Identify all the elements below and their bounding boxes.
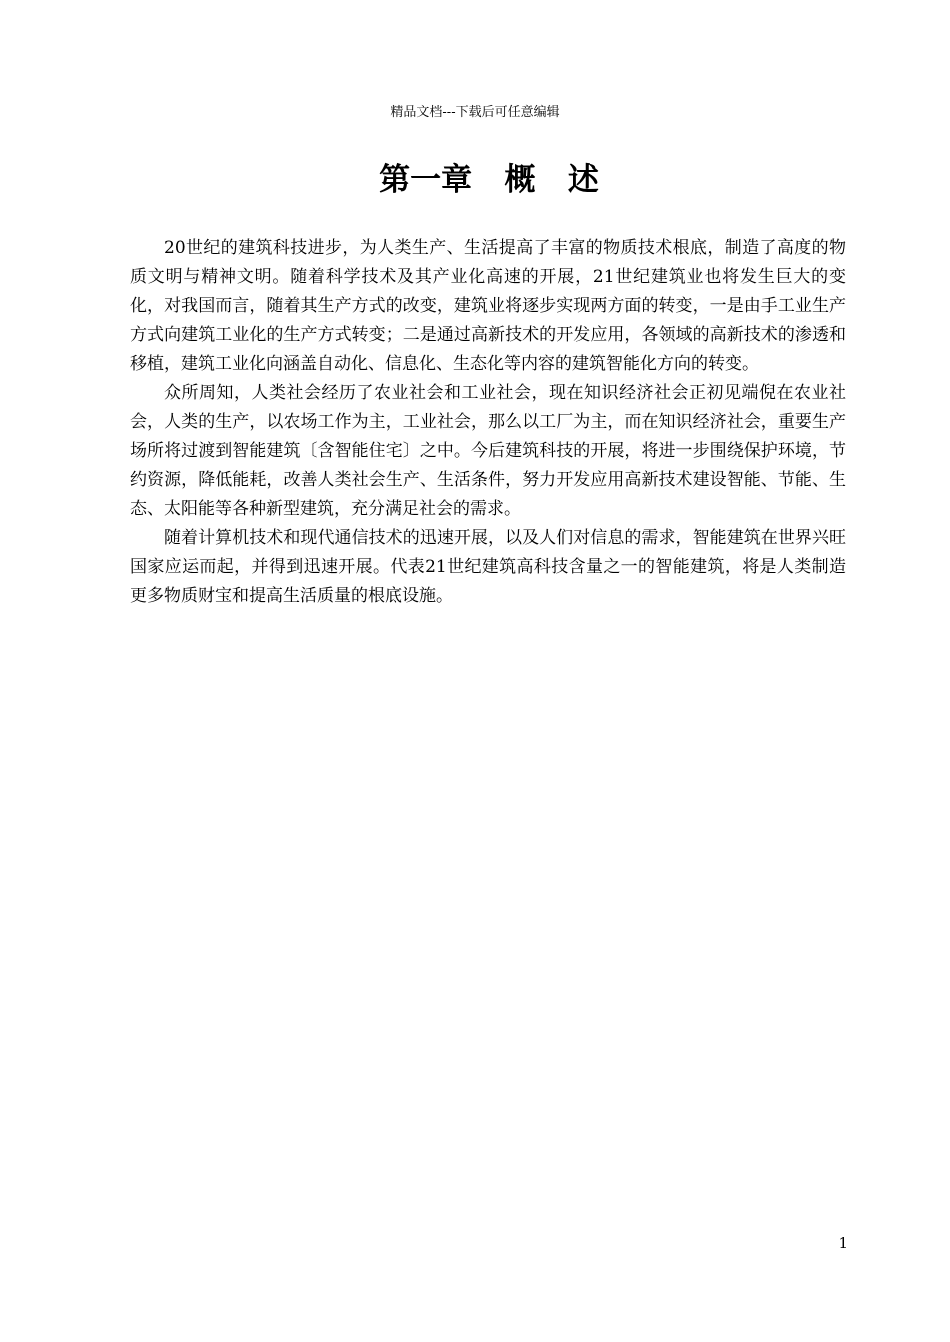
page-number: 1 [838, 1234, 848, 1252]
paragraph: 随着计算机技术和现代通信技术的迅速开展，以及人们对信息的需求，智能建筑在世界兴旺国家应运而起，并得到迅速开展。代表21世纪建筑高科技含量之一的智能建筑，将是人类制造更多物质财宝和提高生活质量的根底设施。 [130, 528, 846, 606]
body-text [130, 234, 846, 611]
header-note: 精品文档---下载后可任意编辑 [390, 105, 560, 120]
paragraph: 众所周知，人类社会经历了农业社会和工业社会，现在知识经济社会正初见端倪在农业社会，人类的生产，以农场工作为主，工业社会，那么以工厂为主，而在知识经济社会，重要生产场所将过渡到智能建筑〔含智能住宅〕之中。今后建筑科技的开展，将进一步围绕保护环境，节约资源，降低能耗，改善人类社会生产、生活条件，努力开发应用高新技术建设智能、节能、生态、太阳能等各种新型建筑，充分满足社会的需求。 [130, 383, 846, 519]
paragraph: 20世纪的建筑科技进步，为人类生产、生活提高了丰富的物质技术根底，制造了高度的物质文明与精神文明。随着科学技术及其产业化高速的开展，21世纪建筑业也将发生巨大的变化，对我国而言，随着其生产方式的改变，建筑业将逐步实现两方面的转变，一是由手工业生产方式向建筑工业化的生产方式转变；二是通过高新技术的开发应用，各领域的高新技术的渗透和移植，建筑工业化向涵盖自动化、信息化、生态化等内容的建筑智能化方向的转变。 [130, 238, 846, 374]
chapter-title: 第一章 概 述 [379, 162, 599, 198]
